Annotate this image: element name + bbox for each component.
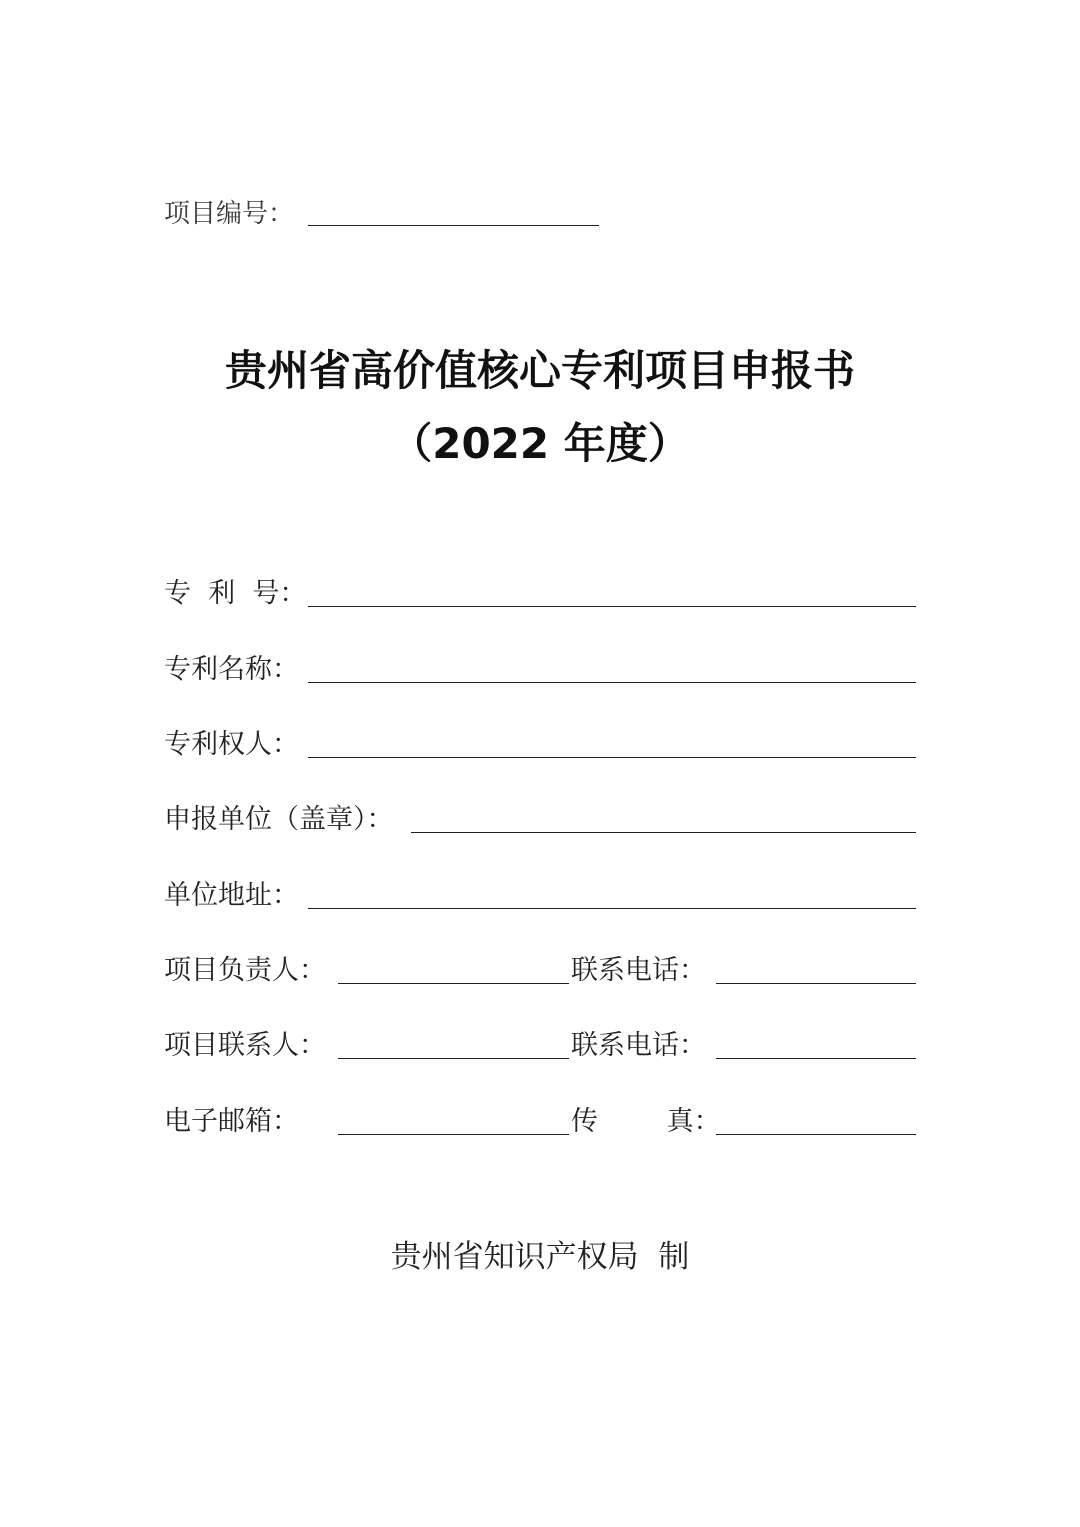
- applicant-unit-label: 申报单位（盖章）：: [164, 804, 394, 835]
- fax-label: 传 真：: [571, 1106, 721, 1137]
- project-contact-field[interactable]: [338, 1058, 569, 1059]
- contact-phone-field[interactable]: [716, 1058, 916, 1059]
- patent-name-label: 专利名称：: [164, 654, 299, 685]
- email-label: 电子邮箱：: [164, 1106, 299, 1137]
- fax-field[interactable]: [716, 1134, 916, 1135]
- applicant-unit-field[interactable]: [411, 832, 916, 833]
- unit-address-field[interactable]: [308, 908, 916, 909]
- project-number-label: 项目编号：: [164, 199, 295, 229]
- leader-phone-label: 联系电话：: [571, 955, 706, 986]
- patentee-label: 专利权人：: [164, 729, 299, 760]
- patentee-field[interactable]: [308, 757, 916, 758]
- patent-number-field[interactable]: [308, 606, 916, 607]
- document-year: （2022 年度）: [390, 419, 690, 468]
- project-leader-label: 项目负责人：: [164, 955, 326, 986]
- leader-phone-field[interactable]: [716, 983, 916, 984]
- email-field[interactable]: [338, 1134, 569, 1135]
- project-leader-field[interactable]: [338, 983, 569, 984]
- patent-name-field[interactable]: [308, 682, 916, 683]
- unit-address-label: 单位地址：: [164, 880, 299, 911]
- project-number-field[interactable]: [308, 225, 599, 226]
- contact-phone-label: 联系电话：: [571, 1030, 706, 1061]
- document-title: 贵州省高价值核心专利项目申报书: [224, 346, 855, 395]
- project-contact-label: 项目联系人：: [164, 1030, 326, 1061]
- patent-number-label: 专 利 号：: [164, 578, 307, 609]
- issuer-footer: 贵州省知识产权局 制: [390, 1239, 690, 1275]
